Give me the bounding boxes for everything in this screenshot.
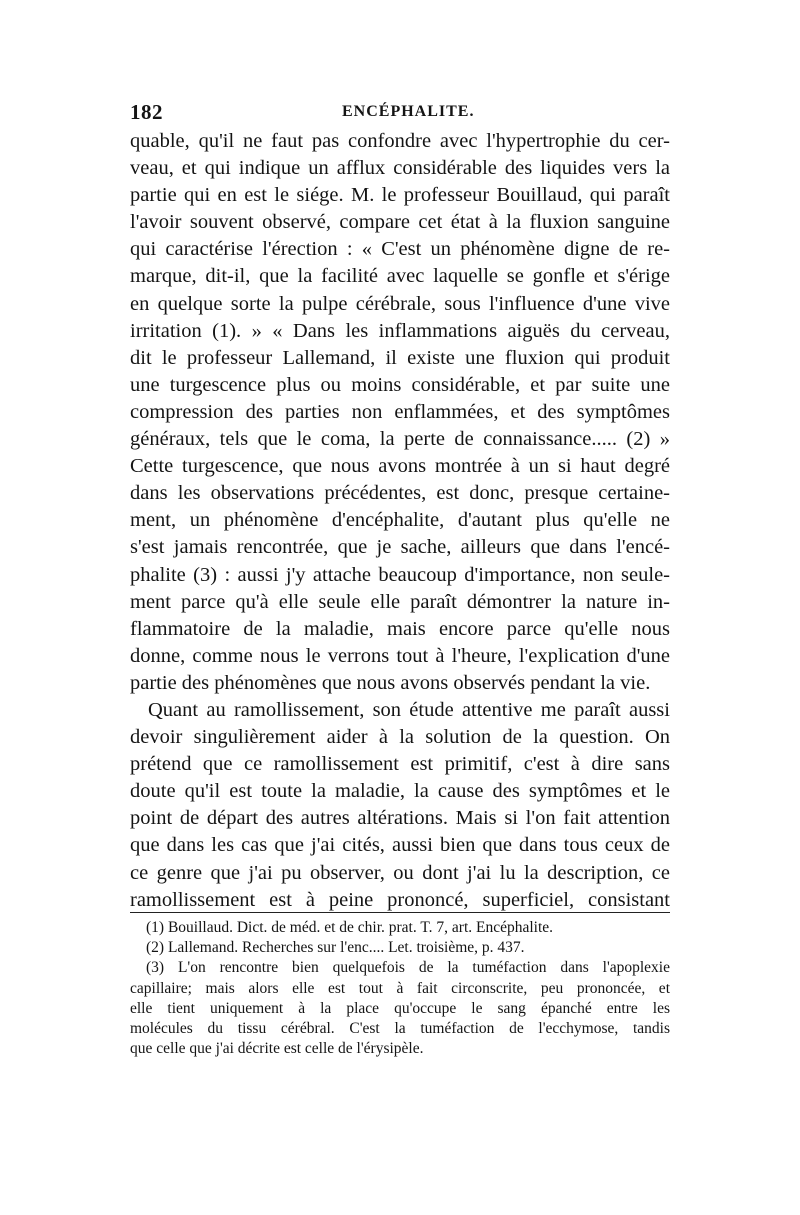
body-line: en quelque sorte la pulpe cérébrale, sous l'influence d'une vive [130,292,670,315]
body-line: ment parce qu'à elle seule elle paraît démontrer la nature in- [130,590,670,613]
page-number: 182 [130,100,163,124]
body-line: dans les observations précédentes, est donc, presque certaine- [130,482,670,505]
body-line: marque, dit-il, que la facilité avec laquelle se gonfle et s'érige [130,265,670,288]
footnote-line: capillaire; mais alors elle est tout à fait circonscrite, peu prononcée, et [130,979,670,997]
body-line: donne, comme nous le verrons tout à l'heure, l'explication d'une [130,644,670,667]
footnote-line: que celle que j'ai décrite est celle de l'érysipèle. [130,1040,424,1058]
body-line: dit le professeur Lallemand, il existe une fluxion qui produit [130,346,670,369]
body-line: ce genre que j'ai pu observer, ou dont j'ai lu la description, ce [130,861,670,884]
body-line: compression des parties non enflammées, et des symptômes [130,400,670,423]
body-line: généraux, tels que le coma, la perte de connaissance..... (2) » [130,428,670,451]
footnote-line: elle tient uniquement à la place qu'occupe le sang épanché entre les [130,999,670,1017]
body-line: irritation (1). » « Dans les inflammations aiguës du cerveau, [130,319,670,342]
footnote-line: (3) L'on rencontre bien quelquefois de la tuméfaction dans l'apoplexie [146,959,670,977]
body-line: partie qui en est le siége. M. le professeur Bouillaud, qui paraît [130,184,670,207]
footnotes [130,918,670,1059]
footnote-rule [130,912,670,913]
body-line: veau, et qui indique un afflux considérable des liquides vers la [130,157,670,180]
body-line: ramollissement est à peine prononcé, superficiel, consistant [130,888,670,911]
body-line: l'avoir souvent observé, compare cet état à la fluxion sanguine [130,211,670,234]
footnote-line: (1) Bouillaud. Dict. de méd. et de chir. prat. T. 7, art. Encéphalite. [146,919,554,936]
body-line: qui caractérise l'érection : « C'est un phénomène digne de re- [130,238,670,261]
body-line: Quant au ramollissement, son étude attentive me paraît aussi [148,698,670,721]
body-line: Cette turgescence, que nous avons montrée à un si haut degré [130,455,670,478]
body-line: point de départ des autres altérations. Mais si l'on fait attention [130,807,670,830]
body-line: doute qu'il est toute la maladie, la cause des symptômes et le [130,780,670,803]
footnote-line: (2) Lallemand. Recherches sur l'enc.... Let. troisième, p. 437. [146,939,525,957]
body-line: flammatoire de la maladie, mais encore parce qu'elle nous [130,617,670,640]
body-line: ment, un phénomène d'encéphalite, d'autant plus qu'elle ne [130,509,670,532]
body-line: une turgescence plus ou moins considérable, et par suite une [130,373,670,396]
body-line: devoir singulièrement aider à la solution de la question. On [130,726,670,749]
page-header [130,100,670,128]
footnote-line: molécules du tissu cérébral. C'est la tuméfaction de l'ecchymose, tandis [130,1019,670,1037]
body-text [130,128,670,914]
body-line: phalite (3) : aussi j'y attache beaucoup d'importance, non seule- [130,563,670,586]
body-line: prétend que ce ramollissement est primitif, c'est à dire sans [130,753,670,776]
body-line: quable, qu'il ne faut pas confondre avec l'hypertrophie du cer- [130,130,670,152]
body-line: que dans les cas que j'ai cités, aussi bien que dans tous ceux de [130,834,670,857]
running-title: ENCÉPHALITE. [342,103,475,120]
body-line: partie des phénomènes que nous avons observés pendant la vie. [130,671,651,694]
body-line: s'est jamais rencontrée, que je sache, ailleurs que dans l'encé- [130,536,670,559]
